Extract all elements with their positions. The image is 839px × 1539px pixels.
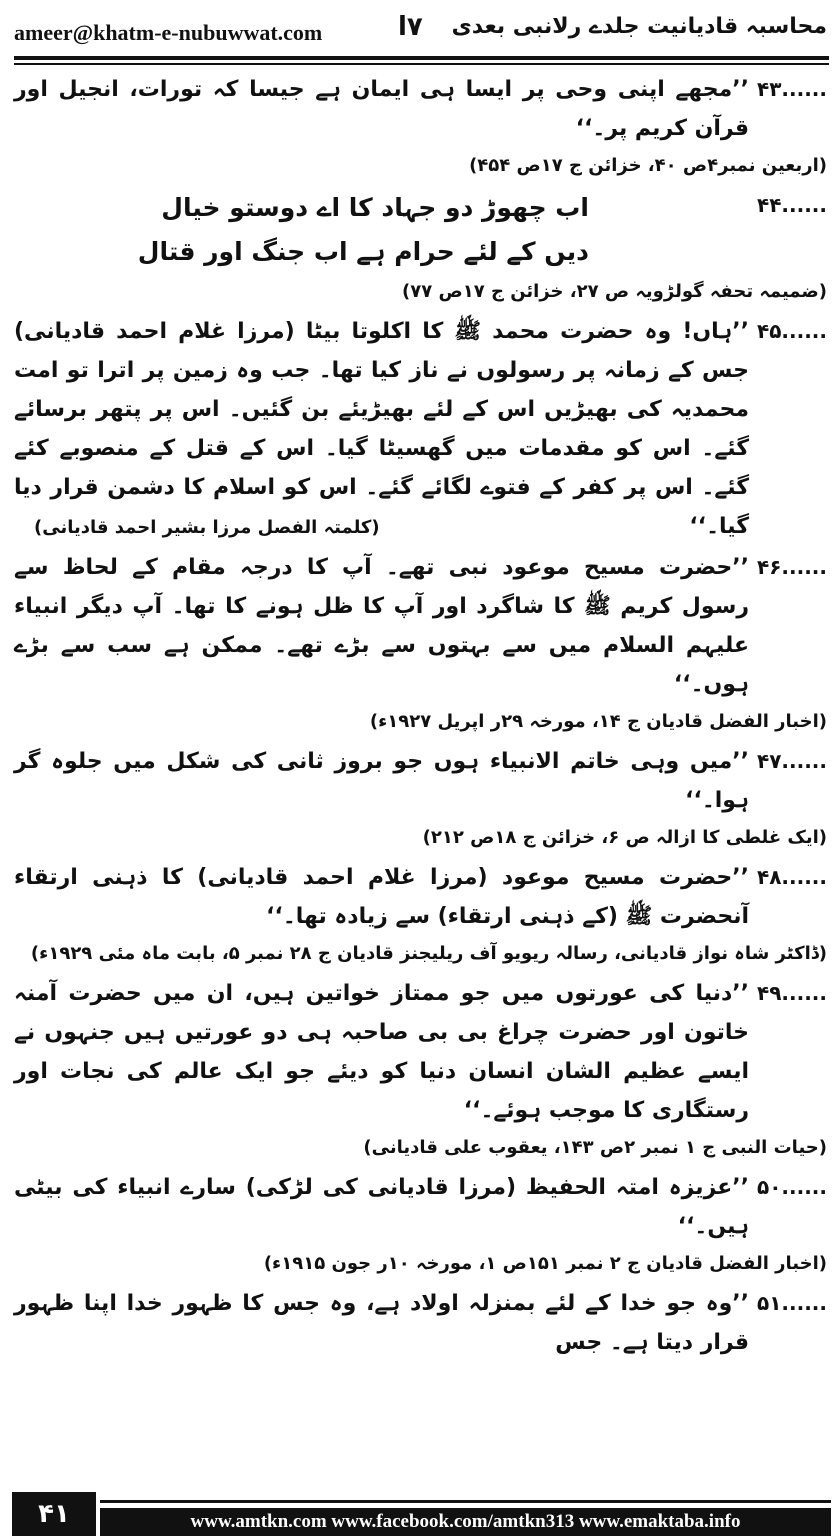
entry-text: ’’وہ جو خدا کے لئے بمنزلہ اولاد ہے، وہ جس کا ظہور خدا اپنا ظہور قرار دیتا ہے۔ جس bbox=[14, 1291, 749, 1355]
entry-text: ’’حضرت مسیح موعود نبی تھے۔ آپ کا درجہ مقام کے لحاظ سے رسول کریم ﷺ کا شاگرد اور آپ کا ظل ہونے کا تھا۔ آپ دیگر انبیاء علیہم السلام میں سے بہتوں سے بڑے تھے۔ ممکن ہے سب سے بڑے ہوں۔‘‘ bbox=[14, 555, 749, 697]
entry-text: ’’عزیزہ امتہ الحفیظ (مرزا قادیانی کی لڑکی) سارے انبیاء کی بیٹی ہیں۔‘‘ bbox=[14, 1175, 749, 1239]
entry-number: ......۴۴ bbox=[756, 193, 827, 217]
entry-46 bbox=[14, 548, 827, 704]
entry-reference: (ایک غلطی کا ازالہ ص ۶، خزائن ج ۱۸ص ۲۱۲) bbox=[422, 827, 827, 848]
header-rule-thick bbox=[14, 56, 829, 60]
entry-text: ’’مجھے اپنی وحی پر ایسا ہی ایمان ہے جیسا کہ تورات، انجیل اور قرآن کریم پر۔‘‘ bbox=[14, 77, 749, 141]
verse-line-1: اب چھوڑ دو جہاد کا اے دوستو خیال bbox=[161, 193, 589, 222]
page-footer bbox=[0, 1486, 839, 1539]
header-email: ameer@khatm-e-nubuwwat.com bbox=[14, 20, 323, 45]
footer-links: www.amtkn.com www.facebook.com/amtkn313 www.emaktaba.info bbox=[100, 1508, 831, 1536]
entry-text: ’’ہاں! وہ حضرت محمد ﷺ کا اکلوتا بیٹا (مرزا غلام احمد قادیانی) جس کے زمانہ پر رسولوں نے ناز کیا تھا۔ جب وہ زمین پر اترا تو امت محمدیہ کی بھیڑیں اس کے لئے بھیڑیئے بن گئیں۔ اس پر پتھر برسائے گئے۔ اس کو مقدمات میں گھسیٹا گیا۔ اس کے قتل کے منصوبے کئے گئے۔ اس پر کفر کے فتوے لگائے گئے۔ اس کو اسلام کا دشمن قرار دیا گیا۔‘‘ bbox=[14, 319, 749, 539]
entry-reference: (اخبار الفضل قادیان ج ۱۴، مورخہ ۲۹ر اپریل ۱۹۲۷ء) bbox=[369, 711, 827, 732]
header-rule-thin bbox=[14, 63, 829, 65]
entry-44 bbox=[14, 186, 827, 274]
entry-number: ......۴۸ bbox=[756, 865, 827, 889]
entry-number: ......۵۱ bbox=[756, 1291, 827, 1315]
verse-line-2: دیں کے لئے حرام ہے اب جنگ اور قتال bbox=[137, 237, 589, 266]
entry-reference: (ڈاکٹر شاہ نواز قادیانی، رسالہ ریویو آف ریلیجنز قادیان ج ۲۸ نمبر ۵، بابت ماہ مئی ۱۹۲۹ء) bbox=[30, 943, 827, 964]
entry-number: ......۴۳ bbox=[756, 77, 827, 101]
entry-50 bbox=[14, 1168, 827, 1246]
entry-number: ......۴۶ bbox=[756, 555, 827, 579]
entry-48 bbox=[14, 858, 827, 936]
entry-reference: (اربعین نمبر۴ص ۴۰، خزائن ج ۱۷ص ۴۵۴) bbox=[469, 155, 827, 176]
entry-45 bbox=[14, 312, 827, 546]
entry-reference: (اخبار الفضل قادیان ج ۲ نمبر ۱۵۱ص ۱، مورخہ ۱۰ر جون ۱۹۱۵ء) bbox=[263, 1253, 827, 1274]
entry-text: ’’حضرت مسیح موعود (مرزا غلام احمد قادیانی) کا ذہنی ارتقاء آنحضرت ﷺ (کے ذہنی ارتقاء) سے زیادہ تھا۔‘‘ bbox=[14, 865, 749, 929]
entry-51 bbox=[14, 1284, 827, 1362]
page-header bbox=[0, 0, 839, 58]
entry-49 bbox=[14, 974, 827, 1130]
footer-rule bbox=[100, 1500, 831, 1503]
entry-number: ......۴۵ bbox=[756, 319, 827, 343]
entry-reference: (ضمیمہ تحفہ گولڑویہ ص ۲۷، خزائن ج ۱۷ص ۷۷) bbox=[402, 281, 827, 302]
page-number: ۴۱ bbox=[12, 1492, 96, 1536]
entry-43 bbox=[14, 70, 827, 148]
header-page-mark: ۷ا bbox=[398, 12, 423, 42]
entry-number: ......۴۹ bbox=[756, 981, 827, 1005]
entry-reference: (کلمتہ الفصل مرزا بشیر احمد قادیانی) bbox=[34, 517, 380, 538]
entry-number: ......۴۷ bbox=[756, 749, 827, 773]
entry-47 bbox=[14, 742, 827, 820]
entry-reference: (حیات النبی ج ۱ نمبر ۲ص ۱۴۳، یعقوب علی قادیانی) bbox=[363, 1137, 827, 1158]
page-content bbox=[14, 70, 827, 1479]
entry-text: ’’دنیا کی عورتوں میں جو ممتاز خواتین ہیں، ان میں حضرت آمنہ خاتون اور حضرت چراغ بی بی صاحبہ ہی دو عورتیں ہیں جنہوں نے ایسے عظیم الشان انسان دنیا کو دیئے جو ایک عالم کی نجات اور رستگاری کا موجب ہوئے۔‘‘ bbox=[14, 981, 749, 1123]
header-book-title: محاسبہ قادیانیت جلدے رلانبی بعدی bbox=[451, 14, 827, 39]
entry-number: ......۵۰ bbox=[756, 1175, 827, 1199]
entry-text: ’’میں وہی خاتم الانبیاء ہوں جو بروز ثانی کی شکل میں جلوہ گر ہوا۔‘‘ bbox=[14, 749, 749, 813]
